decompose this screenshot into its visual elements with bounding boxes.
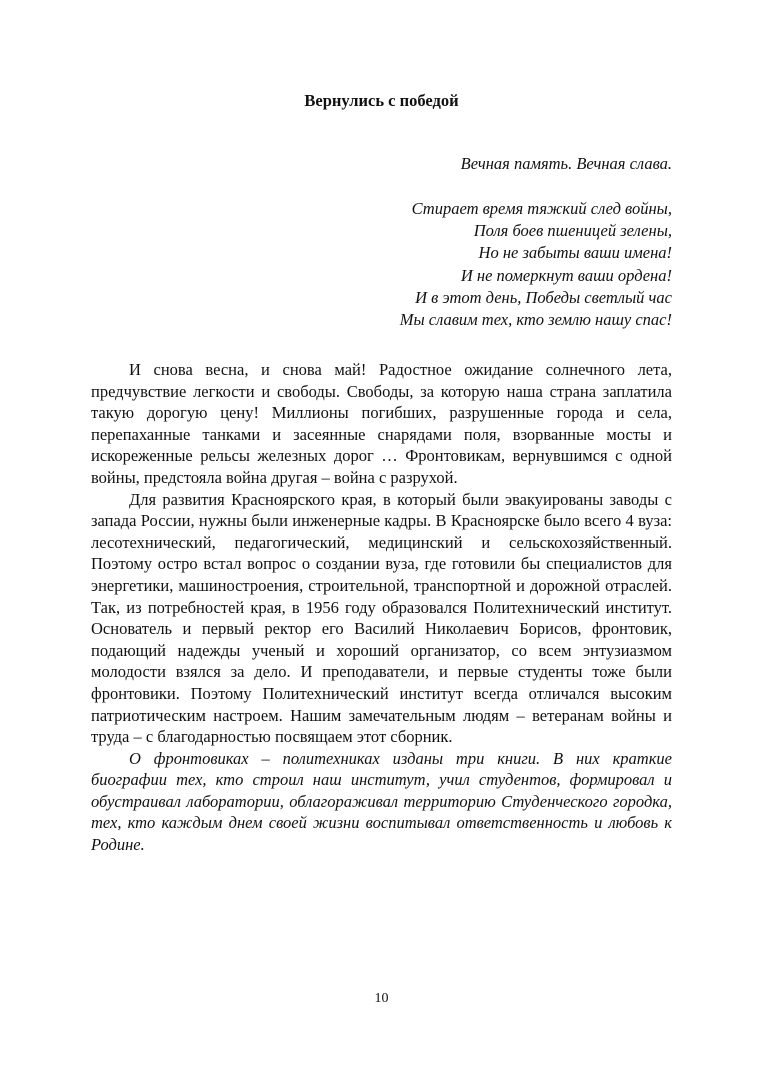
- body-text: [91, 359, 672, 856]
- page-title: Вернулись с победой: [304, 91, 459, 110]
- poem-line: Мы славим тех, кто землю нашу спас!: [399, 310, 672, 330]
- poem-line: Поля боев пшеницей зелены,: [473, 221, 672, 241]
- paragraph: Для развития Красноярского края, в который были эвакуированы заводы с запада России, нужны были инженерные кадры. В Красноярске было всего 4 вуза: лесотехнический, педагогический, медицинский и сельскохозяйственный. Поэтому остро встал вопрос о создании вуза, где готовили бы специалистов для энергетики, машиностроения, строительной, транспортной и дорожной отраслей. Так, из потребностей края, в 1956 году образовался Политехнический институт. Основатель и первый ректор его Василий Николаевич Борисов, фронтовик, подающий надежды ученый и хороший организатор, со всем энтузиазмом молодости взялся за дело. И преподаватели, и первые студенты тоже были фронтовики. Поэтому Политехнический институт всегда отличался высоким патриотическим настроем. Нашим замечательным людям – ветеранам войны и труда – с благодарностью посвящаем этот сборник.: [91, 489, 672, 747]
- poem: [400, 198, 672, 331]
- page-number: 10: [374, 991, 389, 1006]
- italic-paragraph: О фронтовиках – политехниках изданы три книги. В них краткие биографии тех, кто строил наш институт, учил студентов, формировал и обустраивал лаборатории, облагораживал территорию Студенческого городка, тех, кто каждым днем своей жизни воспитывал ответственность и любовь к Родине.: [91, 748, 672, 855]
- epigraph: Вечная память. Вечная слава.: [460, 154, 672, 173]
- poem-line: Стирает время тяжкий след войны,: [411, 199, 672, 218]
- poem-line: Но не забыты ваши имена!: [478, 243, 672, 263]
- poem-line: И в этот день, Победы светлый час: [415, 287, 672, 307]
- paragraph: И снова весна, и снова май! Радостное ожидание солнечного лета, предчувствие легкости и свободы. Свободы, за которую наша страна заплатила такую дорогую цену! Миллионы погибших, разрушенные города и села, перепаханные танками и засеянные снарядами поля, взорванные мосты и искореженные рельсы железных дорог … Фронтовикам, вернувшимся с одной войны, предстояла война другая – война с разрухой.: [91, 360, 672, 487]
- poem-line: И не померкнут ваши ордена!: [460, 265, 672, 285]
